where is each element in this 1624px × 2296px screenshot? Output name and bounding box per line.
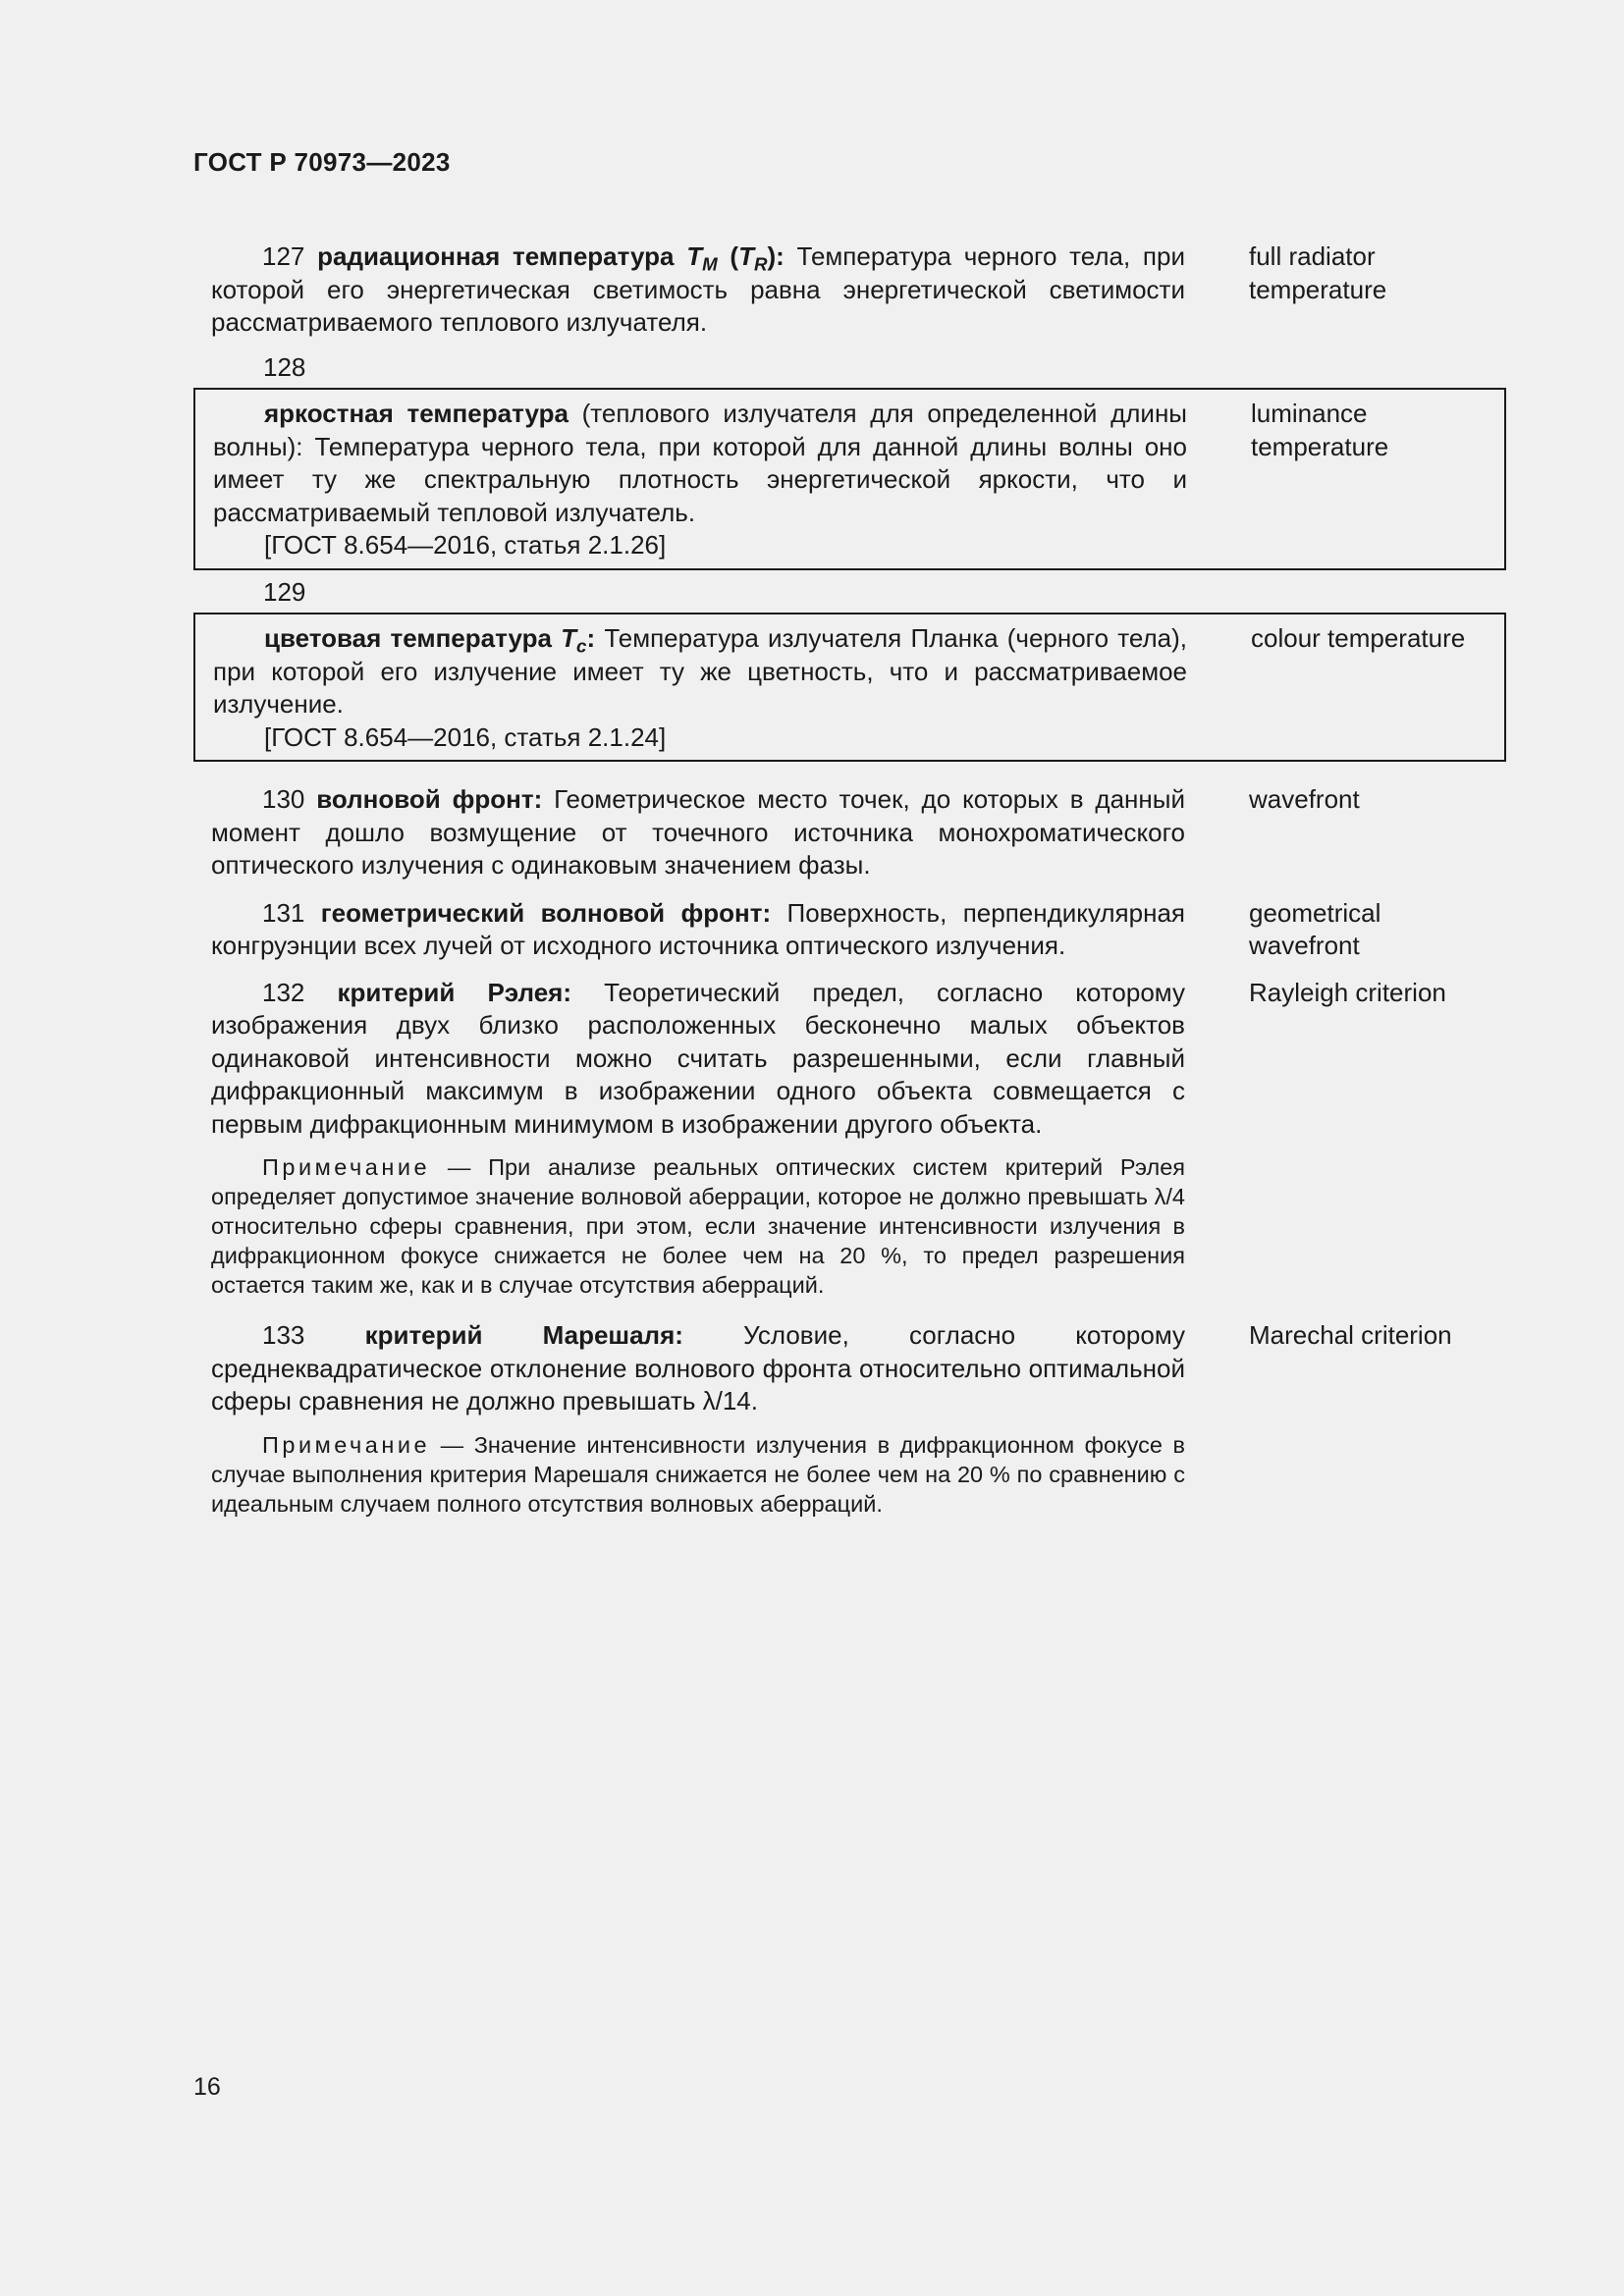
term-number: 131	[262, 897, 305, 928]
term-128-english	[1251, 398, 1508, 463]
term-131	[193, 897, 1506, 963]
definition: Температура излучателя Планка (черного тела), при которой его излучение имеет ту же цветность, что и рассматриваемое излучение.	[213, 623, 1187, 719]
term-number: 127	[262, 241, 305, 271]
term-129-body	[195, 622, 1187, 754]
english-line-2: temperature	[1251, 431, 1389, 461]
definition: Теоретический предел, согласно которому изображения двух близко расположенных бесконечно малых объектов одинаковой интенсивности можно считать разрешенными, если главный дифракционный максимум в изображении одного объекта совмещается с первым дифракционным минимумом в изображении другого объекта.	[211, 977, 1185, 1139]
term-132-paragraph	[211, 977, 1185, 1142]
term-132-english: Rayleigh criterion	[1249, 977, 1446, 1007]
term-128-source: [ГОСТ 8.654—2016, статья 2.1.26]	[264, 530, 667, 560]
definition: Условие, согласно которому среднеквадратическое отклонение волнового фронта относительно оптимальной сферы сравнения не должно превышать λ/14.	[211, 1320, 1185, 1415]
term-133	[193, 1319, 1506, 1519]
symbol-sub: c	[576, 635, 587, 657]
definition: Температура черного тела, при которой его энергетическая светимость равна энергетической светимости рассматриваемого теплового излучателя.	[211, 241, 1185, 337]
term-name: радиационная температура	[317, 241, 675, 271]
term-name: волновой фронт:	[316, 784, 543, 814]
term-132	[193, 977, 1506, 1301]
term-name: геометрический волновой фронт:	[320, 897, 772, 928]
term-name: яркостная температура	[264, 399, 568, 428]
term-132-body	[193, 977, 1185, 1301]
term-128-box	[193, 388, 1506, 570]
term-number: 133	[262, 1320, 305, 1350]
term-133-paragraph	[211, 1319, 1185, 1418]
symbol: T	[561, 623, 577, 653]
terms-content	[193, 240, 1506, 1519]
symbol-alt: T	[738, 241, 754, 271]
term-130-paragraph	[211, 783, 1185, 882]
term-129-box	[193, 613, 1506, 762]
term-129-number: 129	[263, 576, 306, 607]
term-130-english: wavefront	[1249, 784, 1360, 814]
english-line-2: temperature	[1249, 274, 1387, 304]
english-line-1: full radiator	[1249, 241, 1376, 271]
term-number: 132	[262, 977, 305, 1007]
note-text: При анализе реальных оптических систем критерий Рэлея определяет допустимое значение волновой аберрации, которое не должно превышать λ/4 относительно сферы сравнения, при этом, если значение интенсивности излучения в дифракционном фокусе снижается не более чем на 20 %, то предел разрешения остается таким же, как и в случае отсутствия аберраций.	[211, 1154, 1185, 1298]
note-text: Значение интенсивности излучения в дифракционном фокусе в случае выполнения критерия Марешаля снижается не более чем на 20 % по сравнению с идеальным случаем полного отсутствия волновых аберраций.	[211, 1431, 1185, 1517]
term-133-note	[211, 1430, 1185, 1519]
symbol-alt-sub: R	[753, 253, 768, 275]
term-name: цветовая температура	[264, 623, 552, 653]
term-132-note	[211, 1152, 1185, 1300]
term-128-paragraph	[213, 398, 1187, 529]
note-label: Примечание	[262, 1154, 431, 1180]
term-131-english	[1249, 897, 1506, 963]
symbol: T	[686, 241, 703, 271]
english-line-1: geometrical	[1249, 897, 1381, 928]
term-129-source: [ГОСТ 8.654—2016, статья 2.1.24]	[264, 721, 667, 752]
term-127-body	[193, 240, 1185, 340]
term-130	[193, 783, 1506, 882]
document-header: ГОСТ Р 70973—2023	[193, 147, 451, 177]
term-131-body	[193, 897, 1185, 963]
term-133-body	[193, 1319, 1185, 1519]
term-127-english	[1249, 240, 1506, 306]
term-number: 130	[262, 784, 305, 814]
definition: Поверхность, перпендикулярная конгруэнции всех лучей от исходного источника оптического излучения.	[211, 897, 1185, 960]
note-dash: —	[430, 1154, 489, 1180]
term-129-english: colour temperature	[1251, 623, 1466, 653]
definition: Геометрическое место точек, до которых в данный момент дошло возмущение от точечного источника монохроматического оптического излучения с одинаковым значением фазы.	[211, 784, 1185, 880]
symbol-sub: M	[702, 253, 718, 275]
page-number: 16	[193, 2073, 221, 2101]
term-133-english: Marechal criterion	[1249, 1320, 1452, 1350]
note-dash: —	[430, 1431, 474, 1458]
term-127-paragraph: 127 радиационная температура $T_M$ $(T_R)$: Температура черного тела, при которой его энергетическая светимость равна энергетической светимости рассматриваемого теплового излучателя.	[211, 241, 1185, 337]
term-name: критерий Марешаля:	[364, 1320, 683, 1350]
english-line-2: wavefront	[1249, 931, 1360, 960]
term-128-number: 128	[263, 351, 306, 382]
term-130-body	[193, 783, 1185, 882]
definition: (теплового излучателя для определенной длины волны): Температура черного тела, при которой для данной длины волны оно имеет ту же спектральную плотность энергетической яркости, что и рассматриваемый тепловой излучатель.	[213, 399, 1187, 527]
term-128-body	[195, 398, 1187, 562]
english-line-1: luminance	[1251, 399, 1368, 428]
note-label: Примечание	[262, 1431, 431, 1458]
term-131-paragraph	[211, 897, 1185, 963]
term-127	[193, 240, 1506, 340]
term-129-paragraph: цветовая температура $T_c$: Температура излучателя Планка (черного тела), при которой его излучение имеет ту же цветность, что и рассматриваемое излучение.	[213, 623, 1187, 719]
term-name: критерий Рэлея:	[337, 977, 571, 1007]
